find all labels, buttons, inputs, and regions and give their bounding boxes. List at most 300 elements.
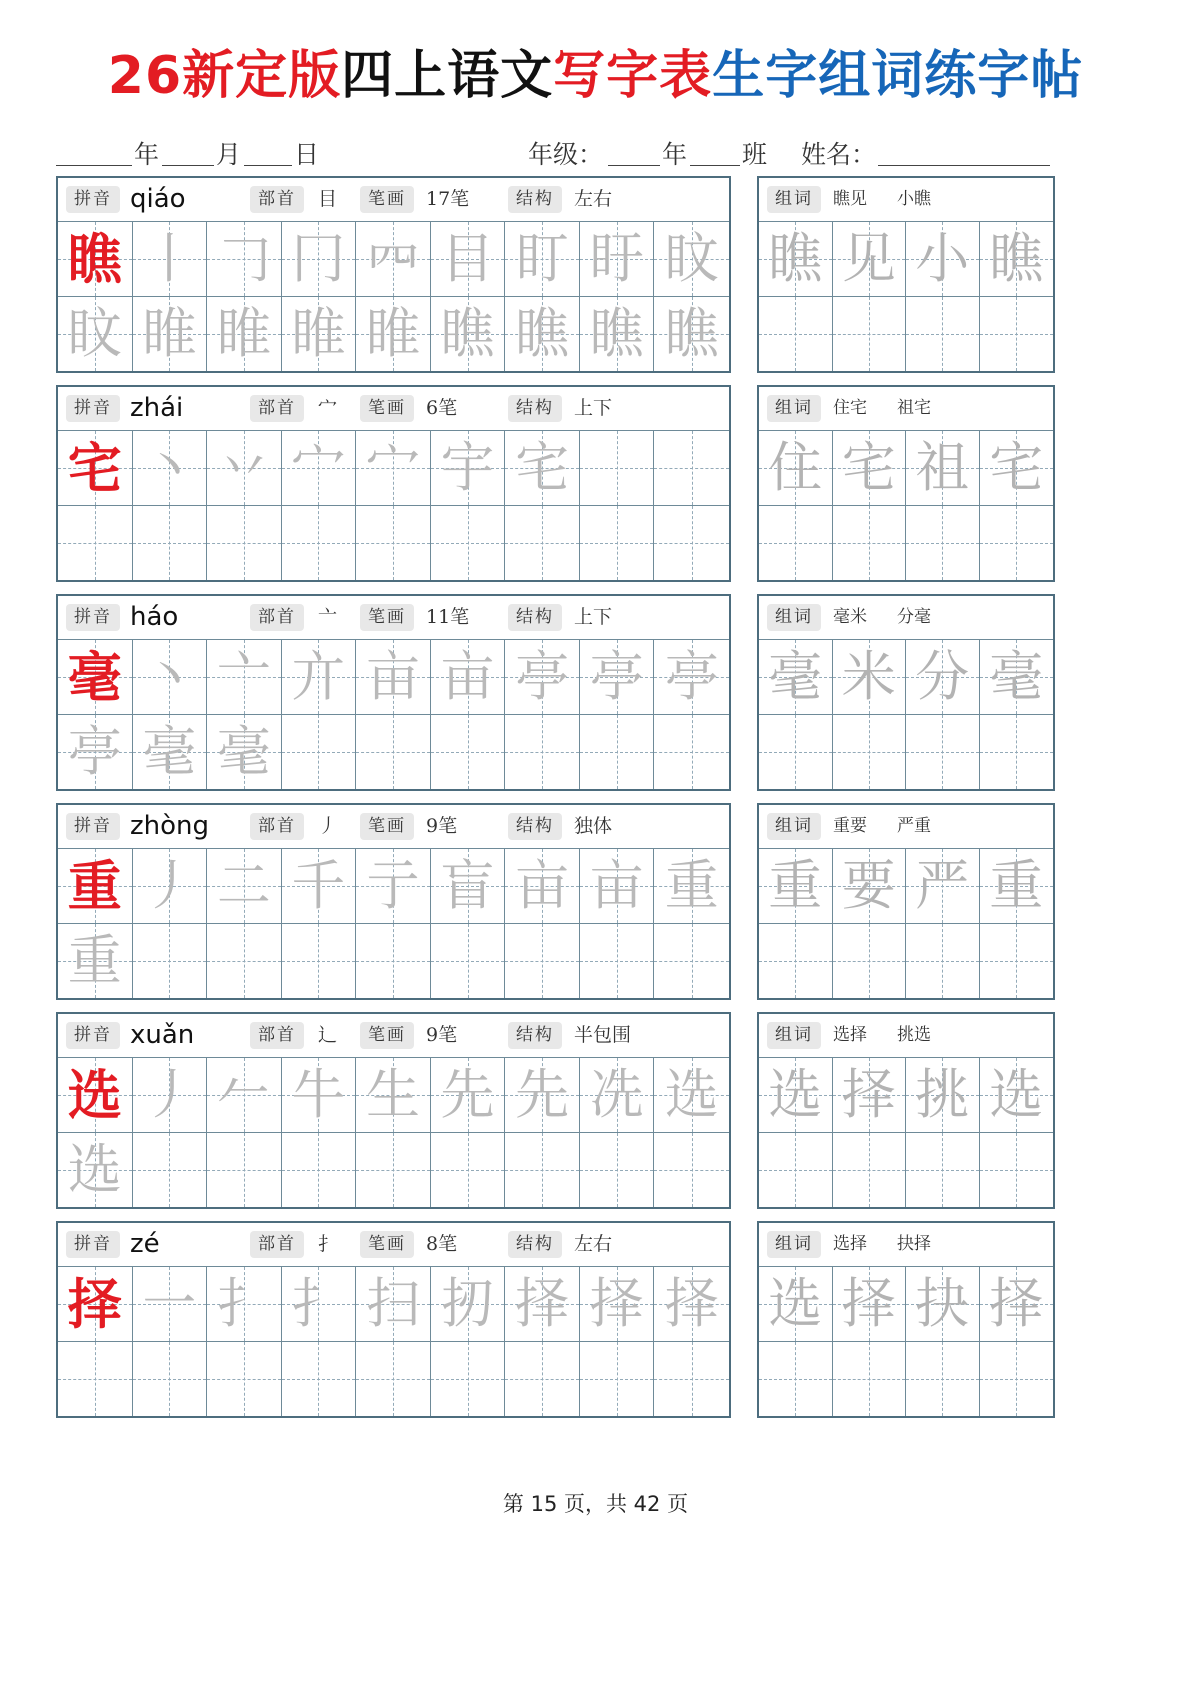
grid-cell[interactable] [906, 849, 980, 924]
header-info [56, 133, 1136, 173]
grid-cell[interactable] [133, 1058, 208, 1133]
grid-cell[interactable] [980, 640, 1054, 715]
grid-cell[interactable] [906, 1342, 980, 1417]
stroke-step: 一 [142, 1272, 197, 1335]
writing-grid [58, 1058, 729, 1207]
grid-cell[interactable] [133, 715, 208, 790]
grid-cell[interactable] [980, 849, 1054, 924]
guide-line-vertical [244, 924, 245, 999]
guide-line-vertical [869, 715, 870, 790]
grid-cell[interactable] [431, 1058, 506, 1133]
word-value: 住宅 [833, 398, 867, 418]
stroke-step: 亍 [365, 854, 420, 917]
card-header [58, 596, 729, 640]
main-character: 择 [67, 1272, 122, 1336]
grid-cell[interactable] [580, 431, 655, 506]
grid-cell[interactable] [906, 924, 980, 999]
year-blank[interactable] [56, 165, 132, 166]
pinyin-tag: 拼音 [66, 1022, 120, 1049]
grid-cell[interactable] [431, 715, 506, 790]
grid-cell[interactable] [654, 1133, 729, 1208]
grid-cell[interactable] [906, 506, 980, 581]
grid-cell[interactable] [282, 506, 357, 581]
grid-cell[interactable] [133, 640, 208, 715]
day-blank[interactable] [244, 165, 292, 166]
grid-cell[interactable] [580, 506, 655, 581]
grid-cell[interactable] [282, 1133, 357, 1208]
grid-cell[interactable] [356, 297, 431, 372]
radical-tag: 部首 [250, 395, 304, 422]
grid-cell[interactable] [906, 297, 980, 372]
pinyin-value: háo [130, 602, 179, 632]
structure-value: 左右 [574, 188, 613, 210]
grid-cell[interactable] [282, 297, 357, 372]
grid-cell[interactable] [356, 715, 431, 790]
grid-cell[interactable] [505, 640, 580, 715]
grid-cell[interactable] [133, 924, 208, 999]
word-card [757, 594, 1055, 791]
structure-value: 上下 [574, 606, 613, 628]
grid-cell[interactable] [207, 924, 282, 999]
grid-cell[interactable] [980, 431, 1054, 506]
grid-cell[interactable] [356, 1133, 431, 1208]
stroke-step: 冂 [291, 227, 346, 290]
radical-value: 扌 [318, 1233, 338, 1255]
grid-cell[interactable] [431, 431, 506, 506]
word-value: 选择 [833, 1025, 867, 1045]
main-character: 毫 [67, 645, 122, 709]
grid-cell[interactable] [282, 640, 357, 715]
grid-cell[interactable] [356, 849, 431, 924]
grid-cell[interactable] [58, 222, 133, 297]
grid-cell[interactable] [133, 297, 208, 372]
grid-cell[interactable] [58, 640, 133, 715]
grid-cell[interactable] [133, 222, 208, 297]
word-character: 择 [841, 1272, 896, 1335]
words-tag: 组词 [767, 395, 821, 422]
guide-line-vertical [692, 1133, 693, 1208]
grid-cell[interactable] [980, 297, 1054, 372]
strokes-tag: 笔画 [360, 186, 414, 213]
guide-line-vertical [542, 715, 543, 790]
stroke-step: 扌 [291, 1272, 346, 1335]
word-character: 选 [768, 1063, 823, 1126]
structure-tag: 结构 [508, 604, 562, 631]
grid-cell[interactable] [356, 1058, 431, 1133]
writing-grid [58, 640, 729, 789]
grid-cell[interactable] [833, 640, 907, 715]
grid-cell[interactable] [58, 1058, 133, 1133]
grid-cell[interactable] [580, 849, 655, 924]
word-card [757, 1221, 1055, 1418]
grade-class-blank[interactable] [690, 165, 740, 166]
title-part: 四上语文 [341, 46, 554, 106]
strokes-tag: 笔画 [360, 395, 414, 422]
grid-cell[interactable] [906, 1267, 980, 1342]
stroke-step: 亠 [216, 645, 271, 708]
grid-cell[interactable] [654, 715, 729, 790]
grid-cell[interactable] [906, 1133, 980, 1208]
strokes-value: 9笔 [426, 1024, 458, 1046]
guide-line-vertical [795, 1342, 796, 1417]
stroke-step: 选 [67, 1137, 122, 1201]
grid-cell[interactable] [759, 297, 833, 372]
stroke-step: 择 [589, 1272, 644, 1335]
guide-line-vertical [244, 1133, 245, 1208]
grid-cell[interactable] [282, 222, 357, 297]
grid-cell[interactable] [906, 431, 980, 506]
grid-cell[interactable] [133, 849, 208, 924]
grid-cell[interactable] [282, 431, 357, 506]
word-value: 选择 [833, 1234, 867, 1254]
grid-cell[interactable] [654, 1267, 729, 1342]
word-grid [759, 849, 1053, 998]
stroke-step: 盿 [67, 301, 122, 365]
grid-cell[interactable] [58, 297, 133, 372]
strokes-value: 8笔 [426, 1233, 458, 1255]
grid-cell[interactable] [282, 1342, 357, 1417]
grid-cell[interactable] [58, 431, 133, 506]
pinyin-value: zhái [130, 393, 184, 423]
grid-cell[interactable] [759, 924, 833, 999]
stroke-step: 择 [515, 1272, 570, 1335]
grid-cell[interactable] [58, 849, 133, 924]
grid-cell[interactable] [282, 849, 357, 924]
grid-cell[interactable] [207, 640, 282, 715]
grid-cell[interactable] [759, 1267, 833, 1342]
stroke-step: 先 [440, 1063, 495, 1126]
guide-line-vertical [169, 506, 170, 581]
stroke-step: 毫 [142, 719, 197, 783]
grade-year-label: 年 [662, 140, 688, 169]
stroke-step: 亭 [67, 719, 122, 783]
structure-value: 独体 [574, 815, 613, 837]
grid-cell[interactable] [654, 1342, 729, 1417]
guide-line-vertical [942, 1342, 943, 1417]
guide-line-vertical [318, 715, 319, 790]
word-character: 毫 [768, 645, 823, 708]
grid-cell[interactable] [980, 1058, 1054, 1133]
grid-cell[interactable] [505, 1058, 580, 1133]
grid-cell[interactable] [356, 640, 431, 715]
guide-line-vertical [393, 715, 394, 790]
grid-cell[interactable] [356, 431, 431, 506]
grid-cell[interactable] [833, 849, 907, 924]
grid-cell[interactable] [980, 715, 1054, 790]
word-card-header [759, 1223, 1053, 1267]
grid-cell[interactable] [133, 1267, 208, 1342]
grid-cell[interactable] [505, 715, 580, 790]
word-character: 米 [841, 645, 896, 708]
stroke-step: 千 [291, 854, 346, 917]
grade-year-blank[interactable] [608, 165, 660, 166]
grid-cell[interactable] [282, 715, 357, 790]
grid-cell[interactable] [505, 1342, 580, 1417]
grid-cell[interactable] [505, 506, 580, 581]
name-label: 姓名： [801, 140, 877, 169]
year-label: 年 [134, 140, 160, 169]
grid-cell[interactable] [431, 506, 506, 581]
grid-cell[interactable] [833, 1342, 907, 1417]
stroke-step: 亭 [515, 645, 570, 708]
guide-line-vertical [393, 924, 394, 999]
word-card [757, 1012, 1055, 1209]
grid-cell[interactable] [980, 506, 1054, 581]
radical-value: 辶 [318, 1024, 338, 1046]
grid-cell[interactable] [505, 924, 580, 999]
grid-cell[interactable] [580, 297, 655, 372]
stroke-step: 宇 [440, 436, 495, 499]
structure-value: 半包围 [574, 1024, 632, 1046]
strokes-value: 17笔 [426, 188, 470, 210]
main-character: 选 [67, 1063, 122, 1127]
grid-cell[interactable] [654, 640, 729, 715]
guide-line-vertical [318, 1133, 319, 1208]
writing-grid [58, 431, 729, 580]
radical-value: 目 [318, 188, 338, 210]
grid-cell[interactable] [580, 1058, 655, 1133]
grid-cell[interactable] [207, 1058, 282, 1133]
character-card [56, 385, 731, 582]
word-character: 住 [768, 436, 823, 499]
guide-line-vertical [95, 1342, 96, 1417]
grid-cell[interactable] [580, 222, 655, 297]
guide-line-vertical [1016, 506, 1017, 581]
grid-cell[interactable] [431, 640, 506, 715]
grid-cell[interactable] [431, 222, 506, 297]
stroke-step: 亭 [664, 645, 719, 708]
grid-cell[interactable] [580, 1342, 655, 1417]
grid-cell[interactable] [580, 640, 655, 715]
grid-cell[interactable] [759, 715, 833, 790]
radical-value: 丿 [318, 815, 338, 837]
grid-cell[interactable] [980, 924, 1054, 999]
grid-cell[interactable] [580, 924, 655, 999]
grid-cell[interactable] [759, 506, 833, 581]
stroke-step: 二 [216, 854, 271, 917]
grid-cell[interactable] [58, 715, 133, 790]
grid-cell[interactable] [980, 1342, 1054, 1417]
grid-cell[interactable] [431, 297, 506, 372]
grid-cell[interactable] [580, 715, 655, 790]
guide-line-vertical [318, 924, 319, 999]
grid-cell[interactable] [505, 1133, 580, 1208]
guide-line-vertical [468, 1133, 469, 1208]
word-value: 严重 [897, 816, 931, 836]
structure-tag: 结构 [508, 813, 562, 840]
guide-line-vertical [869, 297, 870, 372]
guide-line-vertical [942, 297, 943, 372]
grid-cell[interactable] [580, 1133, 655, 1208]
grid-cell[interactable] [133, 431, 208, 506]
grid-cell[interactable] [833, 924, 907, 999]
grid-cell[interactable] [980, 222, 1054, 297]
guide-line-vertical [1016, 924, 1017, 999]
word-grid [759, 1058, 1053, 1207]
grid-cell[interactable] [654, 1058, 729, 1133]
grid-cell[interactable] [282, 1058, 357, 1133]
grid-cell[interactable] [833, 1133, 907, 1208]
guide-line-vertical [169, 1342, 170, 1417]
word-character: 宅 [841, 436, 896, 499]
grid-cell[interactable] [759, 431, 833, 506]
word-character: 要 [841, 854, 896, 917]
grid-cell[interactable] [833, 297, 907, 372]
radical-tag: 部首 [250, 186, 304, 213]
grid-cell[interactable] [207, 506, 282, 581]
grid-cell[interactable] [906, 640, 980, 715]
main-character: 瞧 [67, 227, 122, 291]
writing-grid [58, 1267, 729, 1416]
guide-line-vertical [942, 715, 943, 790]
grid-cell[interactable] [906, 1058, 980, 1133]
grid-cell[interactable] [356, 1342, 431, 1417]
guide-line-vertical [942, 924, 943, 999]
grid-cell[interactable] [759, 640, 833, 715]
stroke-step: 宅 [515, 436, 570, 499]
month-blank[interactable] [162, 165, 214, 166]
grid-cell[interactable] [980, 1267, 1054, 1342]
grid-cell[interactable] [207, 1133, 282, 1208]
guide-line-vertical [1016, 1133, 1017, 1208]
grid-cell[interactable] [133, 1133, 208, 1208]
guide-line-vertical [869, 1342, 870, 1417]
guide-line-vertical [542, 506, 543, 581]
words-tag: 组词 [767, 186, 821, 213]
stroke-step: 生 [365, 1063, 420, 1126]
grid-cell[interactable] [431, 1267, 506, 1342]
grid-cell[interactable] [207, 1342, 282, 1417]
word-value: 瞧见 [833, 189, 867, 209]
guide-line-vertical [244, 1342, 245, 1417]
guide-line-vertical [393, 506, 394, 581]
card-header [58, 1223, 729, 1267]
word-character: 小 [915, 227, 970, 290]
grid-cell[interactable] [654, 297, 729, 372]
grid-cell[interactable] [356, 222, 431, 297]
stroke-step: 扨 [440, 1272, 495, 1335]
word-character: 选 [989, 1063, 1044, 1126]
grid-cell[interactable] [207, 715, 282, 790]
grid-cell[interactable] [833, 506, 907, 581]
grid-cell[interactable] [759, 222, 833, 297]
grid-cell[interactable] [654, 222, 729, 297]
grid-cell[interactable] [980, 1133, 1054, 1208]
grid-cell[interactable] [207, 849, 282, 924]
grid-cell[interactable] [282, 924, 357, 999]
grid-cell[interactable] [654, 506, 729, 581]
grid-cell[interactable] [58, 1267, 133, 1342]
grid-cell[interactable] [654, 849, 729, 924]
grid-cell[interactable] [505, 849, 580, 924]
grid-cell[interactable] [207, 431, 282, 506]
stroke-step: 扌 [216, 1272, 271, 1335]
grid-cell[interactable] [906, 222, 980, 297]
grid-cell[interactable] [906, 715, 980, 790]
words-tag: 组词 [767, 813, 821, 840]
grid-cell[interactable] [133, 1342, 208, 1417]
stroke-step: 盱 [589, 227, 644, 290]
grid-cell[interactable] [58, 1133, 133, 1208]
grid-cell[interactable] [833, 431, 907, 506]
character-card [56, 1012, 731, 1209]
name-blank[interactable] [878, 165, 1050, 166]
stroke-step: 亭 [589, 645, 644, 708]
grid-cell[interactable] [133, 506, 208, 581]
word-character: 抉 [915, 1272, 970, 1335]
strokes-tag: 笔画 [360, 1231, 414, 1258]
grid-cell[interactable] [207, 1267, 282, 1342]
grid-cell[interactable] [580, 1267, 655, 1342]
grid-cell[interactable] [654, 924, 729, 999]
day-label: 日 [294, 140, 320, 169]
grid-cell[interactable] [759, 1058, 833, 1133]
grid-cell[interactable] [58, 1342, 133, 1417]
grid-cell[interactable] [58, 924, 133, 999]
grid-cell[interactable] [505, 1267, 580, 1342]
stroke-step: 亩 [515, 854, 570, 917]
stroke-step: 丿 [142, 854, 197, 917]
grid-cell[interactable] [207, 222, 282, 297]
grid-cell[interactable] [759, 1133, 833, 1208]
grid-cell[interactable] [505, 222, 580, 297]
grid-cell[interactable] [505, 297, 580, 372]
radical-tag: 部首 [250, 1231, 304, 1258]
stroke-step: 丶 [142, 436, 197, 499]
grid-cell[interactable] [207, 297, 282, 372]
guide-line-vertical [692, 431, 693, 505]
guide-line-vertical [393, 1342, 394, 1417]
grid-cell[interactable] [431, 1133, 506, 1208]
structure-value: 上下 [574, 397, 613, 419]
grid-cell[interactable] [654, 431, 729, 506]
guide-line-vertical [468, 1342, 469, 1417]
grid-cell[interactable] [505, 431, 580, 506]
grid-cell[interactable] [356, 1267, 431, 1342]
grid-cell[interactable] [833, 1058, 907, 1133]
grid-cell[interactable] [833, 1267, 907, 1342]
grid-cell[interactable] [431, 849, 506, 924]
grid-cell[interactable] [58, 506, 133, 581]
stroke-step: 瞧 [664, 301, 719, 365]
grid-cell[interactable] [759, 1342, 833, 1417]
guide-line-vertical [617, 1133, 618, 1208]
pinyin-tag: 拼音 [66, 395, 120, 422]
strokes-tag: 笔画 [360, 813, 414, 840]
character-card [56, 176, 731, 373]
guide-line-vertical [468, 924, 469, 999]
word-character: 重 [768, 854, 823, 917]
grid-cell[interactable] [431, 1342, 506, 1417]
grid-cell[interactable] [759, 849, 833, 924]
grid-cell[interactable] [356, 924, 431, 999]
month-label: 月 [216, 140, 242, 169]
grid-cell[interactable] [431, 924, 506, 999]
grid-cell[interactable] [833, 222, 907, 297]
pinyin-tag: 拼音 [66, 604, 120, 631]
guide-line-vertical [692, 506, 693, 581]
guide-line-vertical [795, 715, 796, 790]
grid-cell[interactable] [282, 1267, 357, 1342]
guide-line-vertical [617, 506, 618, 581]
word-card-header [759, 387, 1053, 431]
grid-cell[interactable] [356, 506, 431, 581]
words-tag: 组词 [767, 1231, 821, 1258]
stroke-step: 先 [515, 1063, 570, 1126]
pinyin-tag: 拼音 [66, 186, 120, 213]
stroke-step: 重 [664, 854, 719, 917]
grid-cell[interactable] [833, 715, 907, 790]
